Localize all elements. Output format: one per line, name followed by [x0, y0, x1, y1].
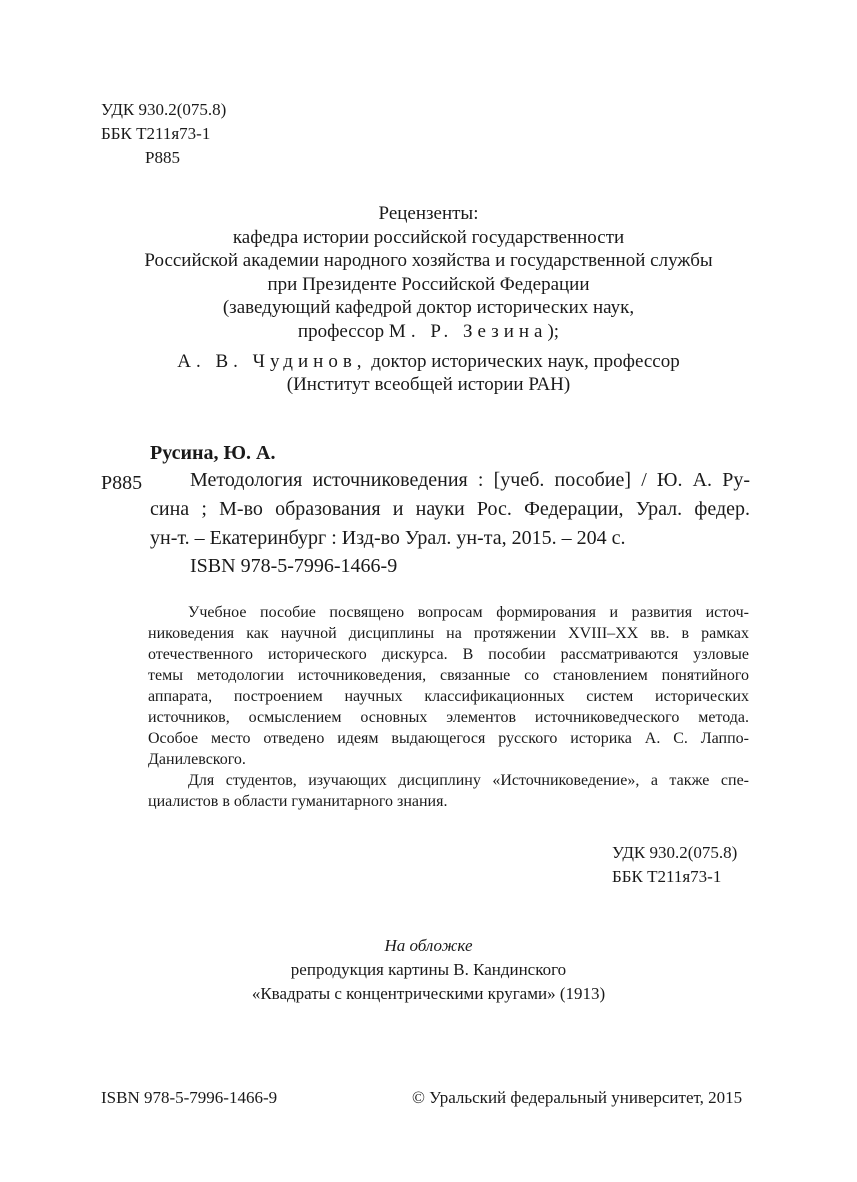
reviewers-line [0, 350, 857, 374]
bibliographic-record [150, 466, 750, 553]
reviewer-title: профессор [297, 320, 385, 342]
reviewers-line: (Институт всеобщей истории РАН) [286, 374, 571, 396]
cover-caption: На обложке [384, 936, 473, 955]
author-cipher: Р885 [145, 148, 180, 167]
bibliography-cipher: Р885 [101, 472, 143, 494]
bibliography-line: Методология источниковедения : [учеб. пособие] / Ю. А. Ру- [190, 469, 750, 491]
abstract-line: Учебное пособие посвящено вопросам формирования и развития источ- [188, 604, 749, 621]
cover-note [0, 934, 857, 1006]
bibliography-line: сина ; М-во образования и науки Рос. Федерации, Урал. федер. [150, 498, 750, 520]
cover-line: репродукция картины В. Кандинского [290, 960, 567, 979]
reviewer-name: А. В. Чудинов, [177, 350, 367, 372]
reviewers-line: кафедра истории российской государственности [232, 226, 625, 248]
author-name: Русина, Ю. А. [150, 442, 276, 464]
abstract-line: отечественного исторического дискурса. В пособии рассматриваются узловые [148, 646, 749, 663]
bbk-code: ББК Т211я73-1 [612, 867, 722, 886]
reviewer-credentials: доктор исторических наук, профессор [371, 350, 680, 372]
reviewer-suffix: ); [547, 320, 560, 342]
cover-line: «Квадраты с концентрическими кругами» (1913) [251, 984, 606, 1003]
reviewers-block [0, 202, 857, 397]
udk-code: УДК 930.2(075.8) [612, 843, 738, 862]
abstract-line: Для студентов, изучающих дисциплину «Источниковедение», а также спе- [188, 772, 749, 789]
reviewers-line: при Президенте Российской Федерации [267, 273, 590, 295]
reviewers-line: Российской академии народного хозяйства и государственной службы [144, 250, 713, 272]
abstract-line: Данилевского. [148, 751, 246, 768]
abstract-line: темы методологии источниковедения, связанные со становлением понятийного [148, 667, 749, 684]
footer-isbn: ISBN 978-5-7996-1466-9 [101, 1088, 278, 1107]
bbk-code: ББК Т211я73-1 [101, 124, 211, 143]
top-classification-codes [101, 98, 226, 170]
bibliography-line: ун-т. – Екатеринбург : Изд-во Урал. ун-та, 2015. – 204 с. [150, 527, 626, 549]
reviewers-heading: Рецензенты: [378, 203, 479, 224]
right-classification-codes [612, 841, 737, 889]
udk-code: УДК 930.2(075.8) [101, 100, 227, 119]
reviewers-line [0, 320, 857, 344]
copyright-notice: © Уральский федеральный университет, 2015 [412, 1088, 743, 1107]
isbn: ISBN 978-5-7996-1466-9 [190, 555, 398, 577]
abstract-line: аппарата, построением научных классификационных систем исторических [148, 688, 749, 705]
abstract-line: источников, осмыслением основных элементов источниковедческого метода. [148, 709, 749, 726]
reviewer-name: М. Р. Зезина [388, 320, 548, 342]
abstract-line: Особое место отведено идеям выдающегося русского историка А. С. Лаппо- [148, 730, 749, 747]
abstract-line: циалистов в области гуманитарного знания. [148, 793, 448, 810]
abstract [148, 602, 749, 812]
reviewers-line: (заведующий кафедрой доктор исторических наук, [222, 297, 635, 319]
abstract-line: никоведения как научной дисциплины на протяжении XVIII–XX вв. в рамках [148, 625, 749, 642]
